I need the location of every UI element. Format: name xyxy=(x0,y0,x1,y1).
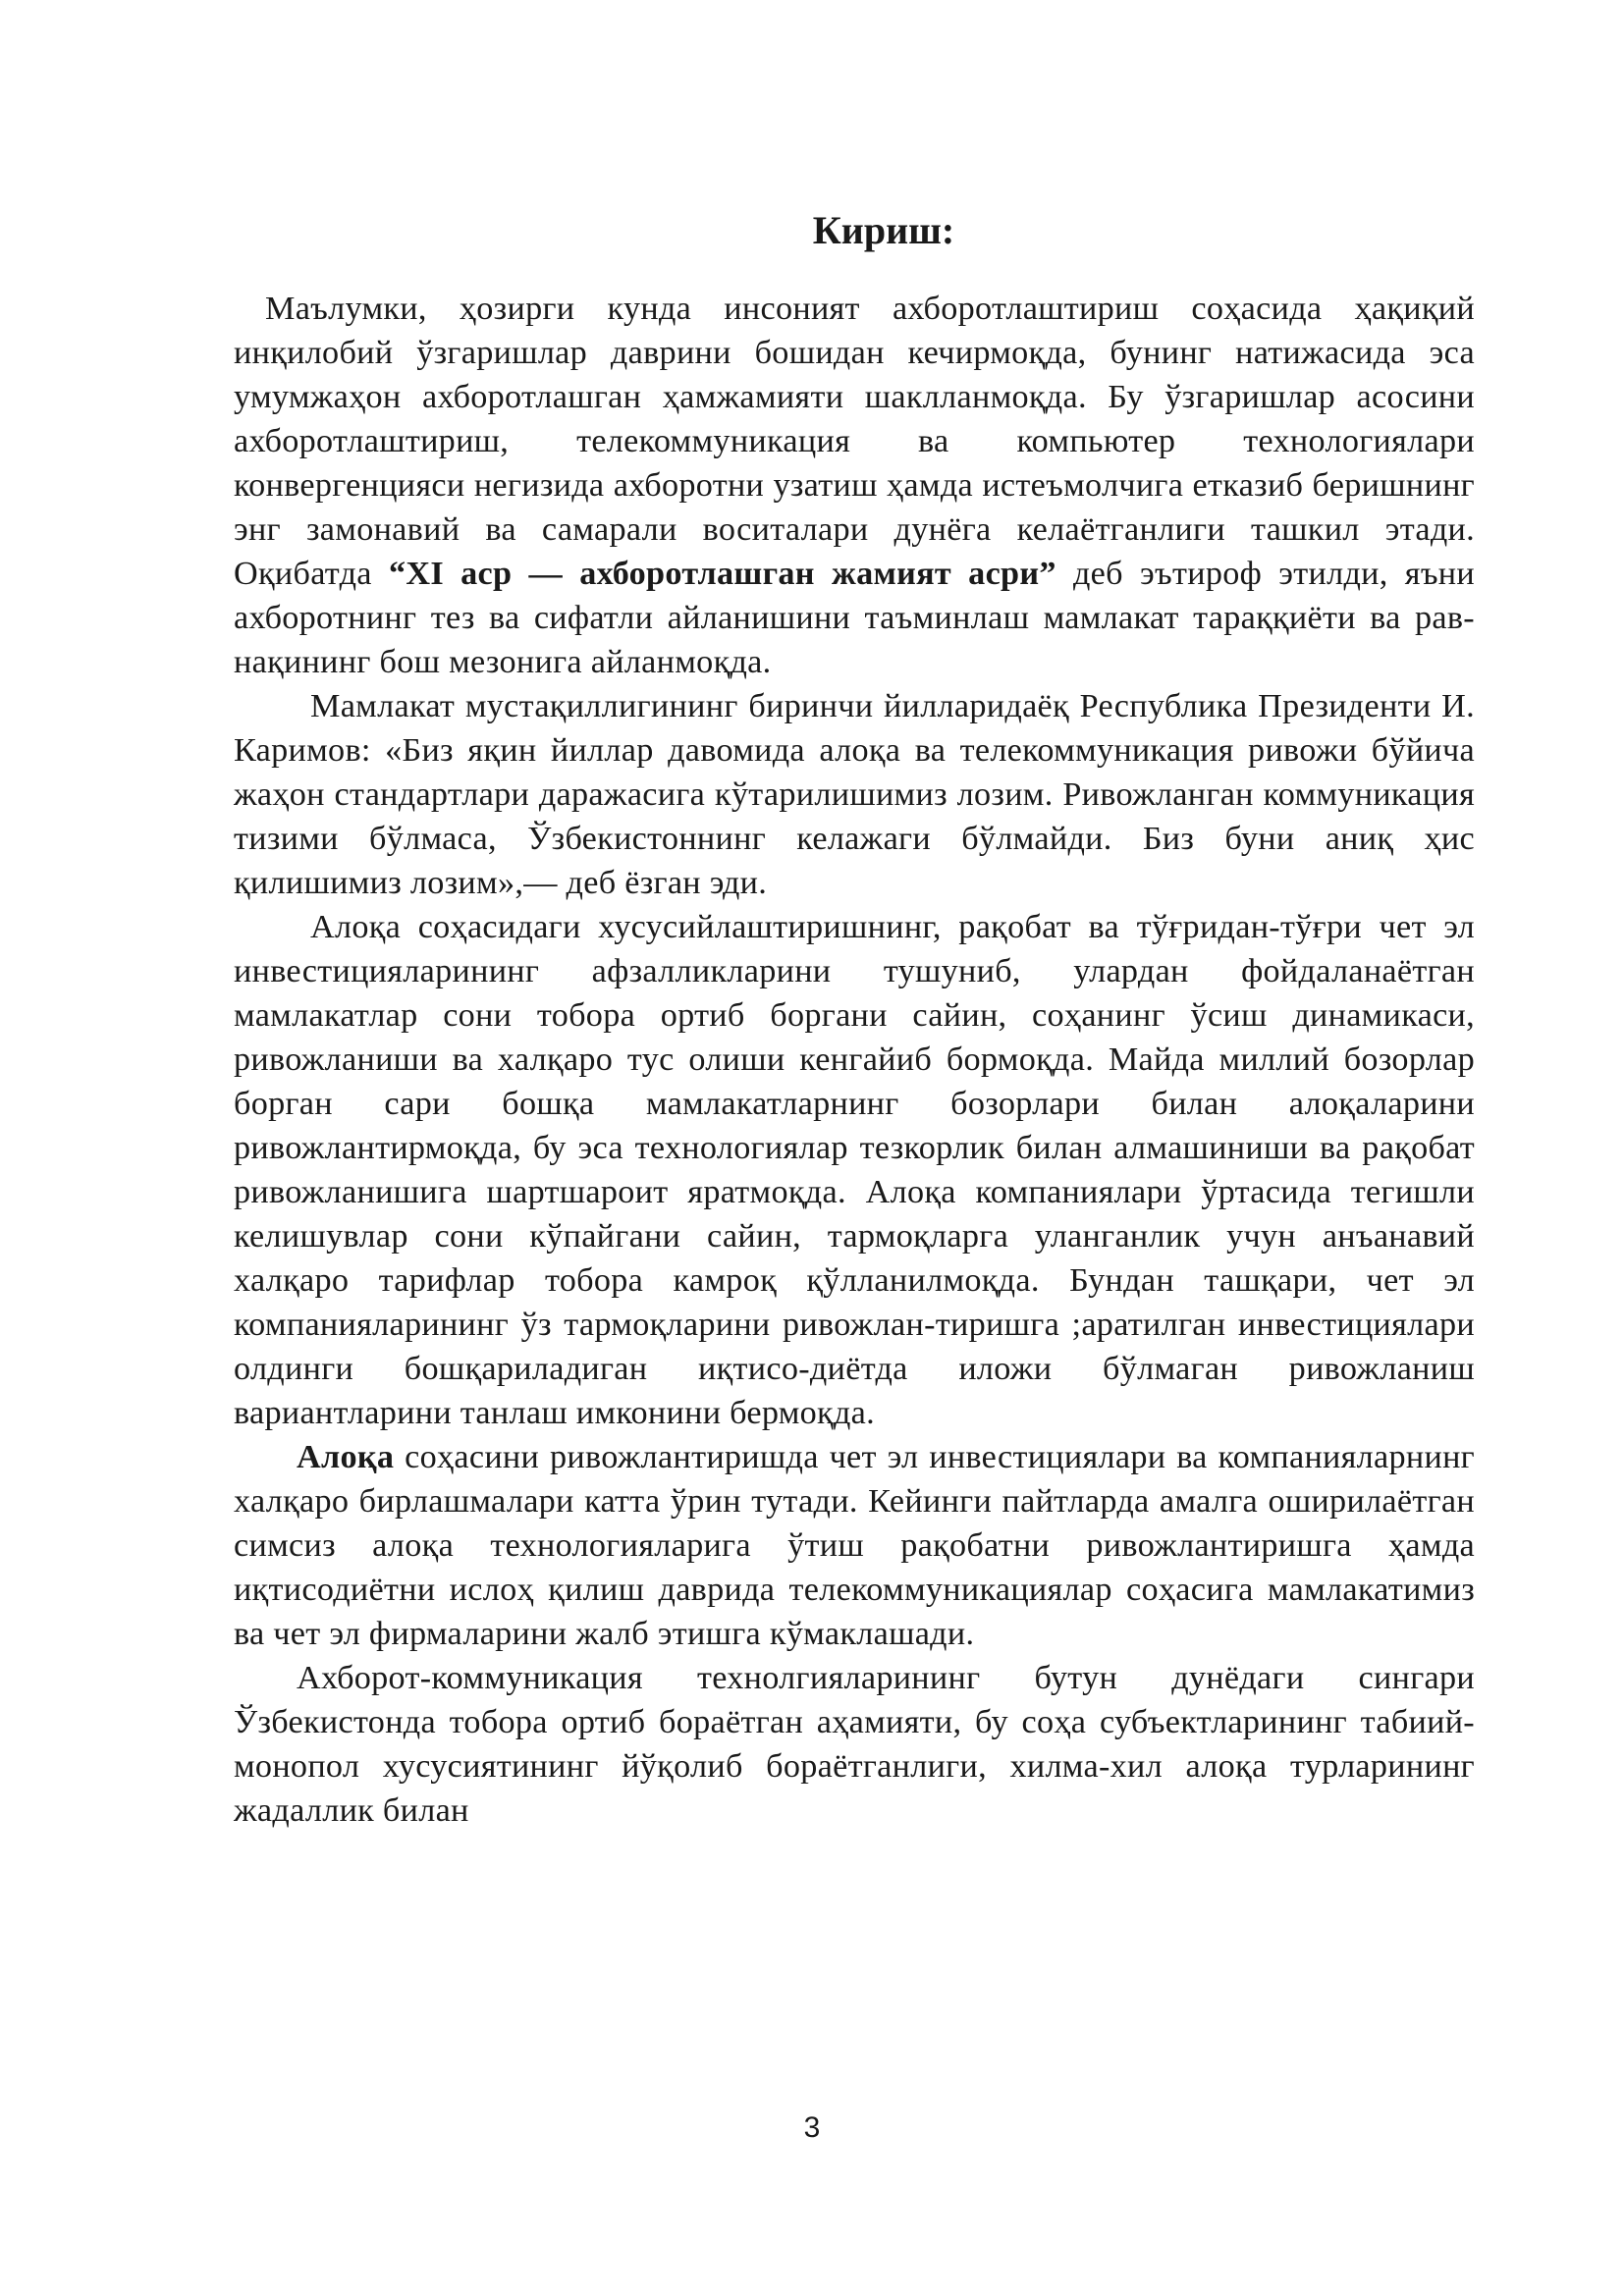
paragraph-5-text: Ахборот-коммуникация технолгияларининг бутун дунёдаги сингари Ўзбекистонда тобора ортиб бораётган аҳамияти, бу соҳа субъектларининг табиий-монопол хусусиятининг йўқолиб бораётганлиги, хилма-хил алоқа турларининг жадаллик билан xyxy=(234,1660,1475,1829)
page-title: Кириш: xyxy=(812,208,955,252)
paragraph-2 xyxy=(234,684,1475,905)
paragraph-3-text: Алоқа соҳасидаги хусусийлаштиришнинг, рақобат ва тўғридан-тўғри чет эл инвестицияларининг афзалликларини тушуниб, улардан фойдаланаётган мамлакатлар сони тобора ортиб боргани сайин, соҳанинг ўсиш динамикаси, ривожланиши ва халқаро тус олиши кенгайиб бормоқда. Майда миллий бозорлар борган сари бошқа мамлакатларнинг бозорлари билан алоқаларини ривожлантирмоқда, бу эса технологиялар тезкорлик билан алмашиниши ва рақобат ривожланишига шартшароит яратмоқда. Алоқа компаниялари ўртасида тегишли келишувлар сони кўпайгани сайин, тармоқларга уланганлик учун анъанавий халқаро тарифлар тобора камроқ қўлланилмоқда. Бундан ташқари, чет эл компанияларининг ўз тармоқларини ривожлан-тиришга ;аратилган инвестициялари олдинги бошқариладиган иқтисо-диётда иложи бўлмаган ривожланиш вариантларини танлаш имконини бермоқда. xyxy=(234,909,1475,1431)
paragraph-4-text: соҳасини ривожлантиришда чет эл инвестициялари ва компанияларнинг халқаро бирлашмалари катта ўрин тутади. Кейинги пайтларда амалга оширилаётган симсиз алоқа технологияларига ўтиш рақобатни ривожлантиришга ҳамда иқтисодиётни ислоҳ қилиш даврида телекоммуникациялар соҳасига мамлакатимиз ва чет эл фирмаларини жалб этишга кўмаклашади. xyxy=(234,1439,1475,1652)
paragraph-4-bold-lead: Алоқа xyxy=(297,1439,395,1475)
paragraph-1 xyxy=(234,287,1475,684)
paragraph-2-text: Мамлакат мустақиллигининг биринчи йилларидаёқ Республика Президенти И. Каримов: «Биз яқин йиллар давомида алоқа ва телекоммуникация ривожи бўйича жаҳон стандартлари даражасига кўтарилишимиз лозим. Ривожланган коммуникация тизими бўлмаса, Ўзбекистоннинг келажаги бўлмайди. Биз буни аниқ ҳис қилишимиз лозим»,— деб ёзган эди. xyxy=(234,688,1475,901)
paragraph-1-text: Маълумки, ҳозирги кунда инсоният ахборотлаштириш соҳасида ҳақиқий инқилобий ўзгаришлар даврини бошидан кечирмоқда, бунинг натижасида эса умумжаҳон ахборотлашган ҳамжамияти шаклланмоқда. Бу ўзгаришлар асосини ахборотлаштириш, телекоммуникация ва компьютер технологиялари конвергенцияси негизида ахборотни узатиш ҳамда истеъмолчига етказиб беришнинг энг замонавий ва самарали воситалари дунёга келаётганлиги ташкил этади. Оқибатда xyxy=(234,291,1475,592)
paragraph-1-bold-quote: “XI аср — ахборотлашган жамият асри” xyxy=(388,556,1056,592)
paragraph-4 xyxy=(234,1435,1475,1656)
page-number: 3 xyxy=(803,2111,821,2144)
paragraph-3 xyxy=(234,905,1475,1435)
paragraph-1-text-end: деб эътироф этилди, яъни ахборотнинг тез ва сифатли айланишини таъминлаш мамлакат тараққиёти ва рав-нақининг бош мезонига айланмоқда. xyxy=(234,556,1475,680)
document-body xyxy=(234,287,1475,1833)
paragraph-5 xyxy=(234,1656,1475,1833)
